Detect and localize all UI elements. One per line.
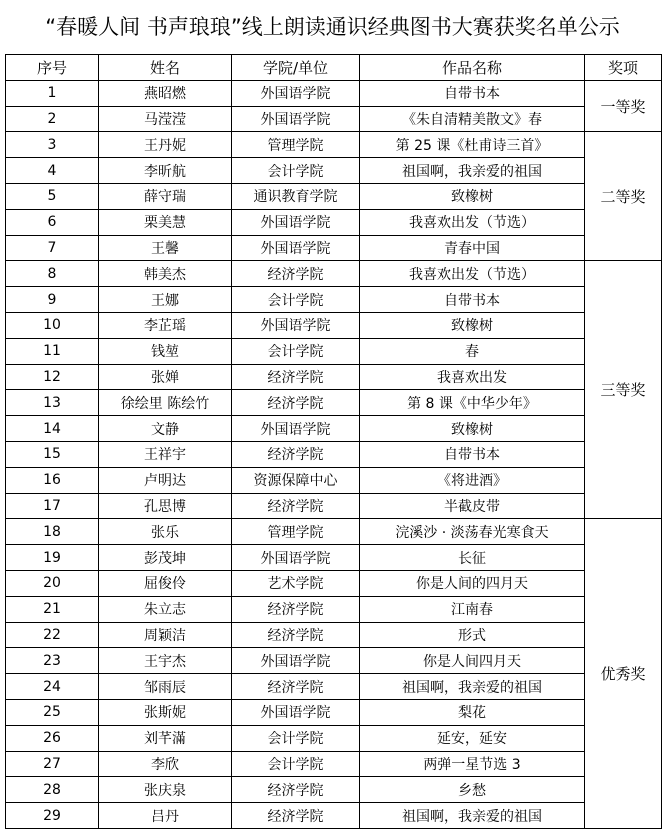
cell-college: 管理学院 xyxy=(232,519,360,545)
cell-college: 外国语学院 xyxy=(232,209,360,235)
cell-name: 朱立志 xyxy=(99,596,232,622)
table-row xyxy=(6,674,662,700)
cell-work: 祖国啊，我亲爱的祖国 xyxy=(360,803,585,829)
cell-work: 春 xyxy=(360,338,585,364)
cell-college: 通识教育学院 xyxy=(232,183,360,209)
cell-work: 致橡树 xyxy=(360,312,585,338)
cell-college: 经济学院 xyxy=(232,390,360,416)
table-row xyxy=(6,699,662,725)
cell-name: 王娜 xyxy=(99,287,232,313)
cell-work: 你是人间的四月天 xyxy=(360,570,585,596)
table-row xyxy=(6,493,662,519)
table-row xyxy=(6,312,662,338)
cell-college: 会计学院 xyxy=(232,158,360,184)
cell-name: 彭茂坤 xyxy=(99,545,232,571)
table-row xyxy=(6,132,662,158)
cell-work: 梨花 xyxy=(360,699,585,725)
cell-name: 徐绘里 陈绘竹 xyxy=(99,390,232,416)
cell-name: 吕丹 xyxy=(99,803,232,829)
cell-index: 15 xyxy=(6,441,99,467)
cell-work: 长征 xyxy=(360,545,585,571)
cell-name: 王宇杰 xyxy=(99,648,232,674)
table-row xyxy=(6,725,662,751)
table-row xyxy=(6,803,662,829)
cell-name: 王丹妮 xyxy=(99,132,232,158)
table-row xyxy=(6,622,662,648)
table-row xyxy=(6,364,662,390)
cell-name: 周颖洁 xyxy=(99,622,232,648)
cell-name: 张婵 xyxy=(99,364,232,390)
cell-index: 26 xyxy=(6,725,99,751)
cell-work: 致橡树 xyxy=(360,183,585,209)
cell-work: 我喜欢出发 xyxy=(360,364,585,390)
cell-work: 自带书本 xyxy=(360,287,585,313)
cell-college: 管理学院 xyxy=(232,132,360,158)
cell-work: 乡愁 xyxy=(360,777,585,803)
cell-name: 刘芊滿 xyxy=(99,725,232,751)
table-row xyxy=(6,545,662,571)
cell-college: 经济学院 xyxy=(232,441,360,467)
cell-index: 3 xyxy=(6,132,99,158)
page-title: “春暖人间 书声琅琅”线上朗读通识经典图书大赛获奖名单公示 xyxy=(45,15,620,39)
cell-name: 钱堃 xyxy=(99,338,232,364)
cell-college: 会计学院 xyxy=(232,751,360,777)
cell-award: 优秀奖 xyxy=(585,519,662,829)
header-name: 姓名 xyxy=(99,55,232,81)
cell-work: 形式 xyxy=(360,622,585,648)
table-row xyxy=(6,416,662,442)
cell-index: 5 xyxy=(6,183,99,209)
cell-name: 王祥宇 xyxy=(99,441,232,467)
cell-work: 你是人间四月天 xyxy=(360,648,585,674)
cell-work: 我喜欢出发（节选） xyxy=(360,209,585,235)
cell-college: 外国语学院 xyxy=(232,648,360,674)
cell-work: 浣溪沙 · 淡荡春光寒食天 xyxy=(360,519,585,545)
table-row xyxy=(6,106,662,132)
cell-index: 8 xyxy=(6,261,99,287)
cell-work: 第 25 课《杜甫诗三首》 xyxy=(360,132,585,158)
table-row xyxy=(6,287,662,313)
cell-work: 第 8 课《中华少年》 xyxy=(360,390,585,416)
cell-college: 经济学院 xyxy=(232,364,360,390)
table-row xyxy=(6,596,662,622)
table-row xyxy=(6,467,662,493)
cell-name: 张庆泉 xyxy=(99,777,232,803)
cell-index: 24 xyxy=(6,674,99,700)
cell-name: 栗美慧 xyxy=(99,209,232,235)
cell-index: 17 xyxy=(6,493,99,519)
cell-work: 青春中国 xyxy=(360,235,585,261)
cell-name: 韩美杰 xyxy=(99,261,232,287)
cell-index: 9 xyxy=(6,287,99,313)
cell-index: 27 xyxy=(6,751,99,777)
cell-college: 经济学院 xyxy=(232,674,360,700)
cell-work: 我喜欢出发（节选） xyxy=(360,261,585,287)
cell-index: 6 xyxy=(6,209,99,235)
table-row xyxy=(6,209,662,235)
cell-work: 自带书本 xyxy=(360,80,585,106)
cell-college: 会计学院 xyxy=(232,338,360,364)
cell-work: 自带书本 xyxy=(360,441,585,467)
table-row xyxy=(6,80,662,106)
cell-index: 1 xyxy=(6,80,99,106)
cell-work: 半截皮带 xyxy=(360,493,585,519)
cell-index: 21 xyxy=(6,596,99,622)
table-row xyxy=(6,261,662,287)
header-award: 奖项 xyxy=(585,55,662,81)
cell-name: 李欣 xyxy=(99,751,232,777)
cell-college: 外国语学院 xyxy=(232,80,360,106)
cell-college: 经济学院 xyxy=(232,596,360,622)
cell-index: 28 xyxy=(6,777,99,803)
cell-index: 7 xyxy=(6,235,99,261)
cell-work: 江南春 xyxy=(360,596,585,622)
table-row xyxy=(6,777,662,803)
cell-name: 邹雨辰 xyxy=(99,674,232,700)
cell-work: 《朱自清精美散文》春 xyxy=(360,106,585,132)
cell-index: 11 xyxy=(6,338,99,364)
cell-award: 三等奖 xyxy=(585,261,662,519)
table-row xyxy=(6,441,662,467)
cell-index: 12 xyxy=(6,364,99,390)
table-body xyxy=(6,80,662,828)
cell-index: 10 xyxy=(6,312,99,338)
table-row xyxy=(6,183,662,209)
cell-index: 23 xyxy=(6,648,99,674)
cell-index: 19 xyxy=(6,545,99,571)
cell-college: 外国语学院 xyxy=(232,235,360,261)
cell-college: 经济学院 xyxy=(232,261,360,287)
cell-work: 祖国啊，我亲爱的祖国 xyxy=(360,158,585,184)
table-header-row xyxy=(6,55,662,81)
cell-name: 孔思博 xyxy=(99,493,232,519)
header-college: 学院/单位 xyxy=(232,55,360,81)
cell-award: 二等奖 xyxy=(585,132,662,261)
table-row xyxy=(6,158,662,184)
cell-index: 29 xyxy=(6,803,99,829)
cell-name: 卢明达 xyxy=(99,467,232,493)
cell-name: 文静 xyxy=(99,416,232,442)
table-row xyxy=(6,751,662,777)
cell-name: 张乐 xyxy=(99,519,232,545)
cell-work: 两弹一星节选 3 xyxy=(360,751,585,777)
table-row xyxy=(6,338,662,364)
header-work: 作品名称 xyxy=(360,55,585,81)
cell-index: 14 xyxy=(6,416,99,442)
cell-name: 马滢滢 xyxy=(99,106,232,132)
cell-college: 会计学院 xyxy=(232,287,360,313)
cell-college: 艺术学院 xyxy=(232,570,360,596)
cell-name: 张斯妮 xyxy=(99,699,232,725)
table-row xyxy=(6,235,662,261)
cell-index: 13 xyxy=(6,390,99,416)
cell-name: 李昕航 xyxy=(99,158,232,184)
cell-college: 外国语学院 xyxy=(232,699,360,725)
cell-work: 延安，延安 xyxy=(360,725,585,751)
cell-college: 资源保障中心 xyxy=(232,467,360,493)
cell-college: 外国语学院 xyxy=(232,416,360,442)
cell-name: 李芷瑶 xyxy=(99,312,232,338)
cell-name: 王馨 xyxy=(99,235,232,261)
cell-index: 22 xyxy=(6,622,99,648)
table-row xyxy=(6,390,662,416)
cell-college: 外国语学院 xyxy=(232,106,360,132)
cell-name: 燕昭燃 xyxy=(99,80,232,106)
header-index: 序号 xyxy=(6,55,99,81)
cell-index: 20 xyxy=(6,570,99,596)
cell-work: 致橡树 xyxy=(360,416,585,442)
table-row xyxy=(6,648,662,674)
cell-name: 薛守瑞 xyxy=(99,183,232,209)
cell-college: 经济学院 xyxy=(232,622,360,648)
cell-college: 外国语学院 xyxy=(232,545,360,571)
cell-work: 祖国啊，我亲爱的祖国 xyxy=(360,674,585,700)
award-table xyxy=(5,54,662,829)
cell-index: 16 xyxy=(6,467,99,493)
cell-work: 《将进酒》 xyxy=(360,467,585,493)
table-row xyxy=(6,570,662,596)
cell-award: 一等奖 xyxy=(585,80,662,132)
table-row xyxy=(6,519,662,545)
cell-name: 屈俊伶 xyxy=(99,570,232,596)
cell-college: 会计学院 xyxy=(232,725,360,751)
cell-index: 18 xyxy=(6,519,99,545)
cell-index: 4 xyxy=(6,158,99,184)
cell-index: 2 xyxy=(6,106,99,132)
cell-college: 经济学院 xyxy=(232,777,360,803)
cell-college: 经济学院 xyxy=(232,803,360,829)
cell-college: 外国语学院 xyxy=(232,312,360,338)
cell-college: 经济学院 xyxy=(232,493,360,519)
cell-index: 25 xyxy=(6,699,99,725)
